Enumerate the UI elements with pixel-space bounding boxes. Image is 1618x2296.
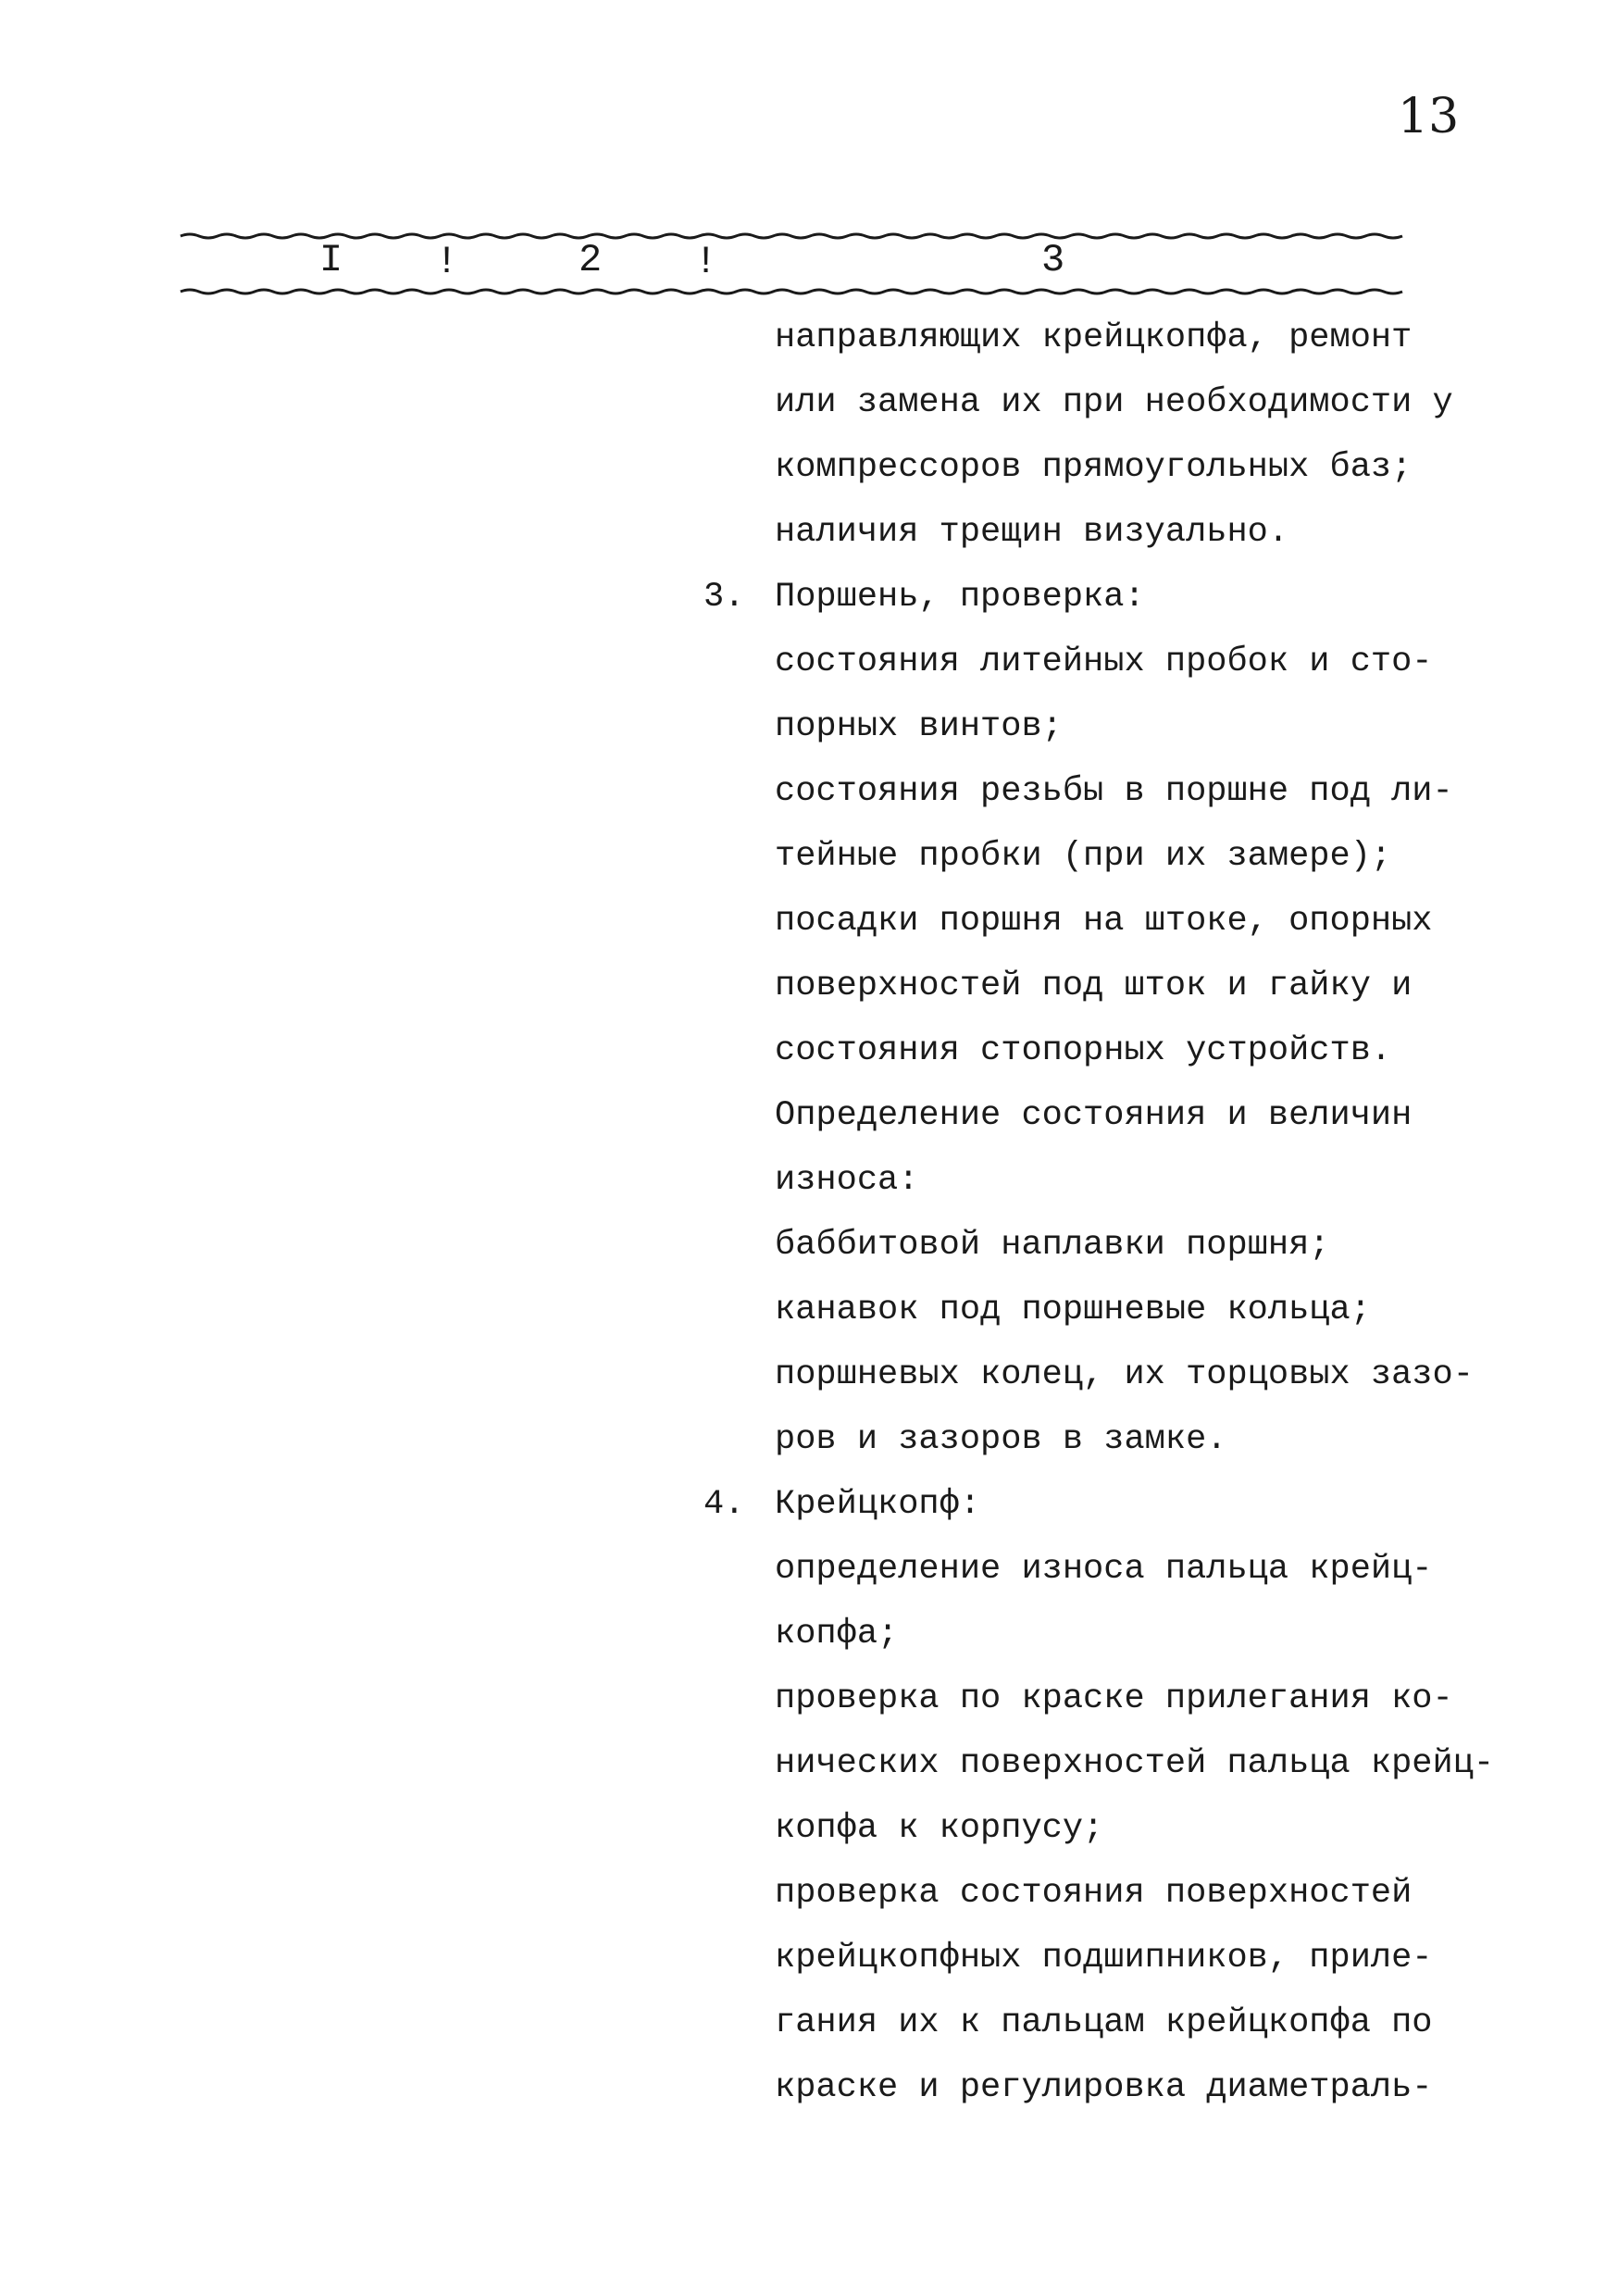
text-line: посадки поршня на штоке, опорных [775, 902, 1433, 941]
column-2-header: 2 [579, 238, 603, 282]
column-separator: ! [694, 240, 718, 284]
text-line: Определение состояния и величин [775, 1096, 1413, 1135]
text-line: ров и зазоров в замке. [775, 1420, 1227, 1459]
text-line: копфа к корпусу; [775, 1809, 1104, 1848]
text-line: поршневых колец, их торцовых зазо- [775, 1355, 1474, 1394]
text-line: износа: [775, 1161, 919, 1200]
text-line: определение износа пальца крейц- [775, 1550, 1433, 1589]
text-line: тейные пробки (при их замере); [775, 837, 1392, 876]
item-4-heading [703, 1472, 1574, 1537]
column-1-header: I [319, 238, 343, 282]
text-line: проверка по краске прилегания ко- [775, 1679, 1453, 1718]
header-top-rule [180, 234, 1402, 238]
text-line: канавок под поршневые кольца; [775, 1291, 1371, 1329]
text-line: проверка состояния поверхностей [775, 1874, 1413, 1913]
column-separator: ! [435, 240, 459, 284]
text-line: направляющих крейцкопфа, ремонт [775, 318, 1413, 357]
text-line: баббитовой наплавки поршня; [775, 1226, 1330, 1265]
text-line: поверхностей под шток и гайку и [775, 967, 1413, 1005]
text-line: компрессоров прямоугольных баз; [775, 448, 1413, 487]
text-line: крейцкопфных подшипников, приле- [775, 1939, 1433, 1978]
item-number: 4. [703, 1485, 745, 1524]
text-line: нических поверхностей пальца крейц- [775, 1744, 1495, 1783]
column-3-header: 3 [1041, 238, 1065, 282]
item-title: Поршень, проверка: [775, 578, 1145, 617]
text-line: или замена их при необходимости у [775, 383, 1453, 422]
text-line: краске и регулировка диаметраль- [775, 2068, 1433, 2107]
text-line: состояния стопорных устройств. [775, 1031, 1392, 1070]
text-line: копфа; [775, 1615, 899, 1653]
text-line: состояния литейных пробок и сто- [775, 643, 1433, 681]
text-line: состояния резьбы в поршне под ли- [775, 772, 1453, 811]
item-number: 3. [703, 578, 745, 617]
page-number: 13 [1398, 89, 1460, 144]
table-header-rules [0, 0, 1618, 333]
item-3-heading [703, 565, 1574, 630]
text-line: наличия трещин визуально. [775, 513, 1289, 552]
text-line: порных винтов; [775, 707, 1063, 746]
text-line: гания их к пальцам крейцкопфа по [775, 2003, 1433, 2042]
column-3-content [703, 306, 1574, 2120]
item-title: Крейцкопф: [775, 1485, 981, 1524]
header-bottom-rule [180, 290, 1402, 293]
